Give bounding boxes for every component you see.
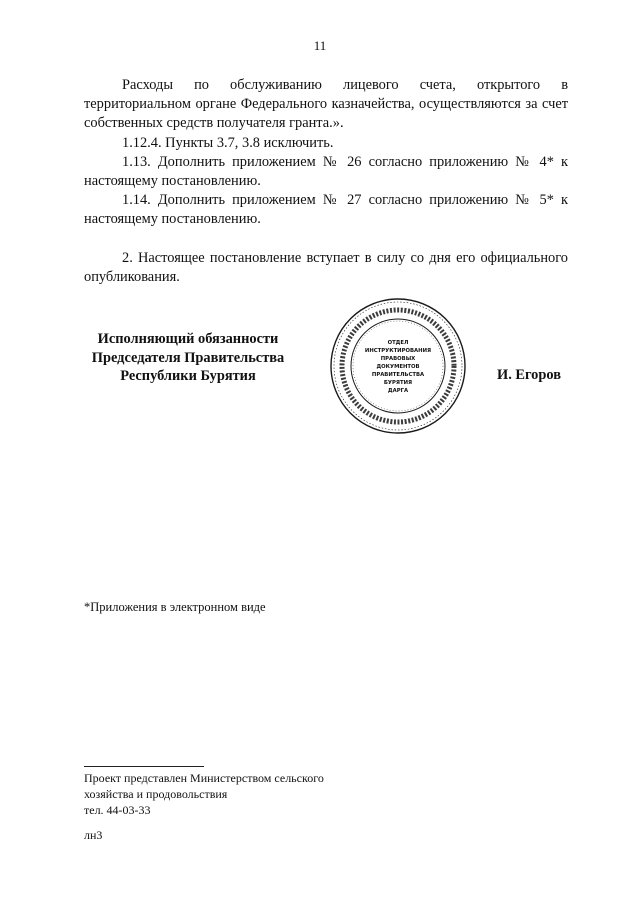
signatory-title-line: Республики Бурятия [120,368,256,384]
signatory-title-line: Председателя Правительства [91,349,285,366]
footer-line: Проект представлен Министерством сельского [84,771,324,785]
seal-text-line: БУРЯТИЯ [383,380,413,386]
body-text [84,76,568,287]
footer [84,770,324,843]
seal-text-line: ДОКУМЕНТОВ [376,364,420,370]
attachments-note: *Приложения в электронном виде [84,600,266,614]
official-seal [328,296,468,436]
paragraph-1-13: 1.13. Дополнить приложением № 26 согласно приложению № 4* к настоящему постановлению. [84,153,568,190]
paragraph-2-effective-date: 2. Настоящее постановление вступает в силу со дня его официального опубликования. [84,249,568,285]
seal-text-line: ИНСТРУКТИРОВАНИЯ [364,348,432,354]
page-number: 11 [313,38,327,53]
seal-text-line: ПРАВИТЕЛЬСТВА [371,372,425,378]
footer-phone: тел. 44-03-33 [84,803,151,817]
signatory-title-line: Исполняющий обязанности [97,331,279,347]
signatory-title [74,330,302,386]
seal-text-line: ОТДЕЛ [387,340,409,346]
footer-line: хозяйства и продовольствия [84,787,228,801]
signatory-name: И. Егоров [497,367,561,383]
seal-text-line: ДАРГА [387,388,409,394]
executor-initials: лн3 [84,828,103,842]
paragraph-1-14: 1.14. Дополнить приложением № 27 согласно приложению № 5* к настоящему постановлению. [84,192,568,228]
seal-text-line: ПРАВОВЫХ [380,356,416,362]
paragraph-1-12-4: 1.12.4. Пункты 3.7, 3.8 исключить. [122,134,334,151]
footer-divider [84,766,204,767]
paragraph-grant-account-expenses: Расходы по обслуживанию лицевого счета, открытого в территориальном органе Федерального казначейства, осуществляются за счет собственных средств получателя гранта.». [84,77,568,132]
